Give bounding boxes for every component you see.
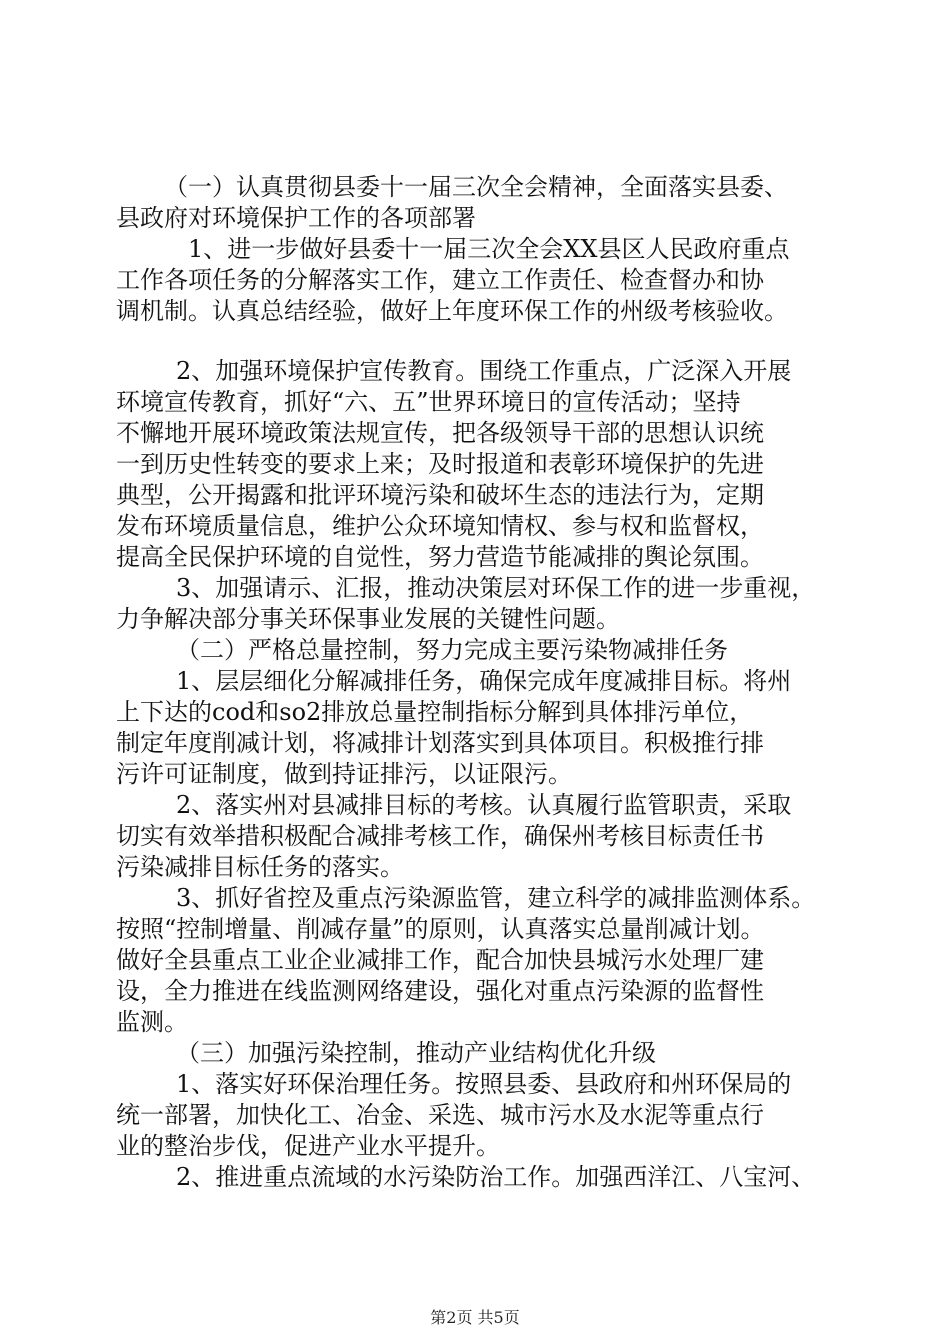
text-line: 切实有效举措积极配合减排考核工作，确保州考核目标责任书 <box>116 822 764 850</box>
section-heading-3: （三）加强污染控制，推动产业结构优化升级 <box>176 1039 656 1067</box>
page-number-footer: 第2页 共5页 <box>430 1308 520 1327</box>
text-line: 典型，公开揭露和批评环境污染和破坏生态的违法行为，定期 <box>116 481 764 509</box>
section-heading-2: （二）严格总量控制，努力完成主要污染物减排任务 <box>176 636 728 664</box>
text-line: 上下达的cod和so2排放总量控制指标分解到具体排污单位， <box>116 698 754 726</box>
paragraph-item-2-2: 2、落实州对县减排目标的考核。认真履行监管职责，采取 <box>176 791 792 819</box>
text-line: 做好全县重点工业企业减排工作，配合加快县城污水处理厂建 <box>116 946 764 974</box>
text-line: 污许可证制度，做到持证排污，以证限污。 <box>116 760 572 788</box>
paragraph-item-1-3: 3、加强请示、汇报，推动决策层对环保工作的进一步重视， <box>176 574 816 602</box>
paragraph-item-1-2: 2、加强环境保护宣传教育。围绕工作重点，广泛深入开展 <box>176 357 792 385</box>
text-line: 不懈地开展环境政策法规宣传，把各级领导干部的思想认识统 <box>116 419 764 447</box>
text-line: 县政府对环境保护工作的各项部署 <box>116 204 476 232</box>
text-line: 设，全力推进在线监测网络建设，强化对重点污染源的监督性 <box>116 977 764 1005</box>
text-line: 环境宣传教育，抓好“六、五”世界环境日的宣传活动；坚持 <box>116 388 741 416</box>
text-line: 按照“控制增量、削减存量”的原则，认真落实总量削减计划。 <box>116 915 765 943</box>
paragraph-item-1-1: 1、进一步做好县委十一届三次全会XX县区人民政府重点 <box>188 235 790 263</box>
paragraph-item-2-3: 3、抓好省控及重点污染源监管，建立科学的减排监测体系。 <box>176 884 816 912</box>
text-line: 监测。 <box>116 1008 188 1036</box>
text-line: 一到历史性转变的要求上来；及时报道和表彰环境保护的先进 <box>116 450 764 478</box>
document-body <box>116 172 851 1193</box>
text-line: 力争解决部分事关环保事业发展的关键性问题。 <box>116 605 620 633</box>
text-line: 提高全民保护环境的自觉性，努力营造节能减排的舆论氛围。 <box>116 543 764 571</box>
text-line: 统一部署，加快化工、冶金、采选、城市污水及水泥等重点行 <box>116 1101 764 1129</box>
text-line: 制定年度削减计划，将减排计划落实到具体项目。积极推行排 <box>116 729 764 757</box>
paragraph-item-2-1: 1、层层细化分解减排任务，确保完成年度减排目标。将州 <box>176 667 792 695</box>
text-line: 工作各项任务的分解落实工作，建立工作责任、检查督办和协 <box>116 266 764 294</box>
paragraph-item-3-2: 2、推进重点流域的水污染防治工作。加强西洋江、八宝河、 <box>176 1163 816 1191</box>
text-line: 调机制。认真总结经验，做好上年度环保工作的州级考核验收。 <box>116 297 788 325</box>
text-line: 发布环境质量信息，维护公众环境知情权、参与权和监督权， <box>116 512 764 540</box>
section-heading-1: （一）认真贯彻县委十一届三次全会精神，全面落实县委、 <box>164 173 788 201</box>
paragraph-item-3-1: 1、落实好环保治理任务。按照县委、县政府和州环保局的 <box>176 1070 792 1098</box>
text-line: 业的整治步伐，促进产业水平提升。 <box>116 1132 500 1160</box>
text-line: 污染减排目标任务的落实。 <box>116 853 404 881</box>
